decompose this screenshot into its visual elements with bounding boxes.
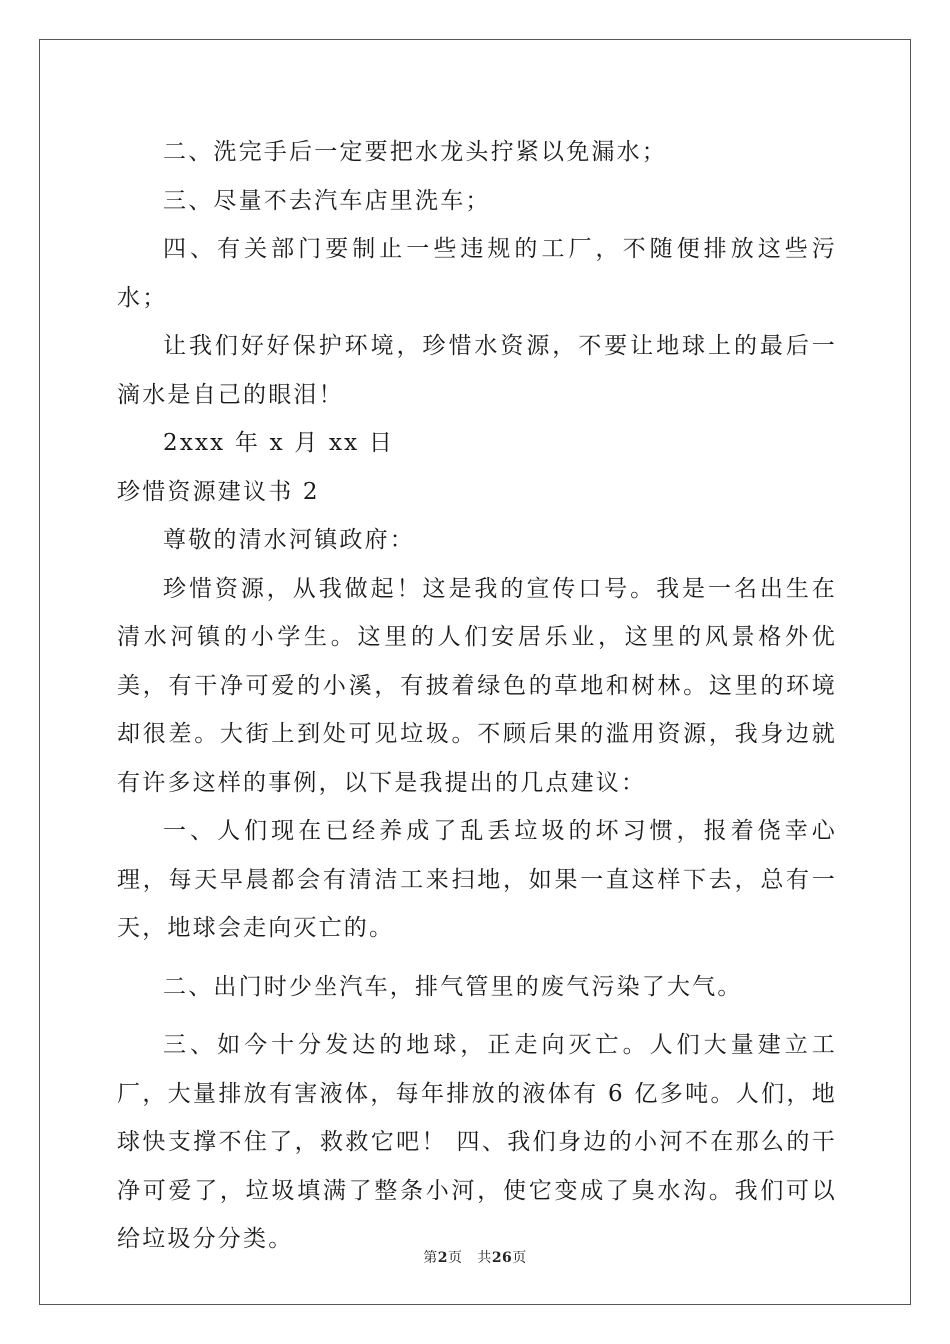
footer-total-suffix: 页 xyxy=(512,1250,527,1266)
footer-prefix: 第 xyxy=(423,1250,438,1266)
total-page-count: 26 xyxy=(491,1250,513,1266)
salutation: 尊敬的清水河镇政府： xyxy=(163,527,415,553)
document-body xyxy=(117,128,837,1264)
paragraph: 让我们好好保护环境，珍惜水资源，不要让地球上的最后一滴水是自己的眼泪！ xyxy=(117,333,837,408)
paragraph: 三、如今十分发达的地球，正走向灭亡。人们大量建立工厂，大量排放有害液体，每年排放的液体有 6 亿多吨。人们，地球快支撑不住了，救救它吧！ 四、我们身边的小河不在那么的干净可爱了，垃圾填满了整条小河，使它变成了臭水沟。我们可以给垃圾分分类。 xyxy=(117,1032,837,1252)
page-footer xyxy=(0,1247,950,1267)
section-title: 珍惜资源建议书 2 xyxy=(117,478,320,505)
paragraph: 一、人们现在已经养成了乱丢垃圾的坏习惯，报着侥幸心理，每天早晨都会有清洁工来扫地，如果一直这样下去，总有一天，地球会走向灭亡的。 xyxy=(117,818,837,941)
paragraph: 珍惜资源，从我做起！这是我的宣传口号。我是一名出生在清水河镇的小学生。这里的人们安居乐业，这里的风景格外优美，有干净可爱的小溪，有披着绿色的草地和树林。这里的环境却很差。大街上到处可见垃圾。不顾后果的滥用资源，我身边就有许多这样的事例，以下是我提出的几点建议： xyxy=(117,575,837,796)
date-line: 2xxx 年 x 月 xx 日 xyxy=(163,430,395,456)
paragraph: 三、尽量不去汽车店里洗车； xyxy=(163,187,491,214)
paragraph: 二、洗完手后一定要把水龙头拧紧以免漏水； xyxy=(163,139,667,165)
current-page-number: 2 xyxy=(437,1250,448,1266)
paragraph: 四、有关部门要制止一些违规的工厂，不随便排放这些污水； xyxy=(117,236,837,311)
footer-page-suffix: 页 xyxy=(447,1250,463,1266)
paragraph: 二、出门时少坐汽车，排气管里的废气污染了大气。 xyxy=(163,973,743,1000)
footer-total-prefix: 共 xyxy=(477,1250,492,1266)
